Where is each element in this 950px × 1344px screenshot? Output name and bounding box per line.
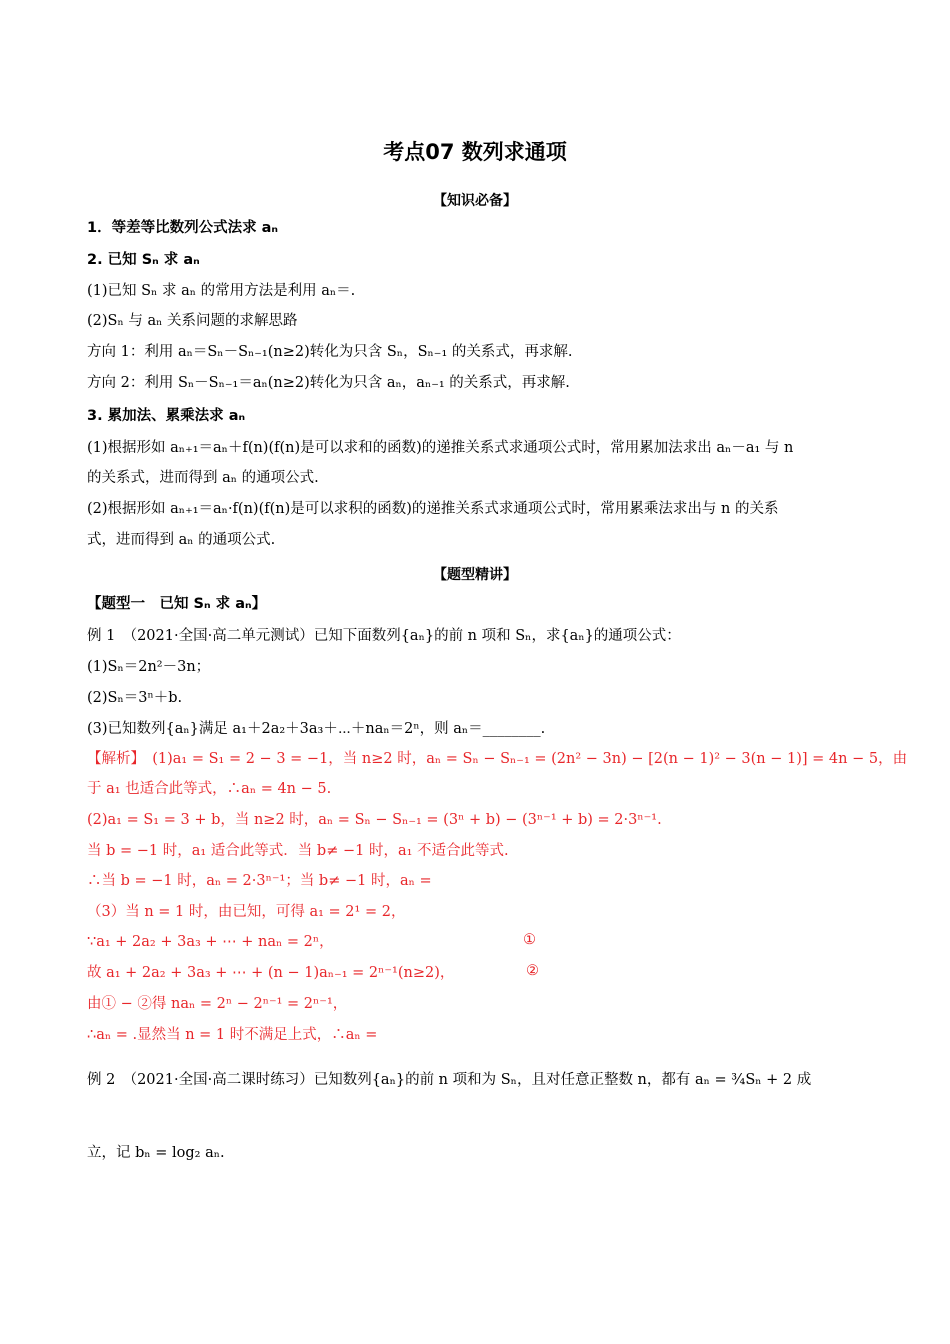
types-section-header: 【题型精讲】 bbox=[433, 567, 517, 583]
knowledge-line: (2)根据形如 aₙ₊₁＝aₙ·f(n)(f(n)是可以求积的函数)的递推关系式求通项公式时，常用累乘法求出与 n 的关系 bbox=[87, 501, 779, 517]
knowledge-section-header: 【知识必备】 bbox=[433, 193, 517, 209]
solution-line: 当 b = −1 时，a₁ 适合此等式．当 b≠ −1 时，a₁ 不适合此等式. bbox=[87, 843, 509, 859]
solution-line: ∵a₁ + 2a₂ + 3a₃ + ⋯ + naₙ = 2ⁿ， bbox=[87, 934, 334, 950]
solution-line: （3）当 n = 1 时，由已知，可得 a₁ = 2¹ = 2， bbox=[87, 904, 406, 920]
example-1-statement: 例 1 （2021·全国·高二单元测试）已知下面数列{aₙ}的前 n 项和 Sₙ，求{aₙ}的通项公式： bbox=[87, 628, 681, 644]
example-2-statement-cont: 立，记 bₙ = log₂ aₙ. bbox=[87, 1145, 225, 1161]
equation-label-2: ② bbox=[526, 963, 539, 979]
knowledge-line: 式，进而得到 aₙ 的通项公式. bbox=[87, 532, 276, 548]
solution-line: (2)a₁ = S₁ = 3 + b，当 n≥2 时，aₙ = Sₙ − Sₙ₋₁ = (3ⁿ + b) − (3ⁿ⁻¹ + b) = 2·3ⁿ⁻¹. bbox=[87, 812, 662, 828]
knowledge-item-3: 3. 累加法、累乘法求 aₙ bbox=[87, 408, 246, 424]
equation-label-1: ① bbox=[523, 932, 536, 948]
solution-line: 【解析】 (1)a₁ = S₁ = 2 − 3 = −1，当 n≥2 时，aₙ = Sₙ − Sₙ₋₁ = (2n² − 3n) − [2(n − 1)² − 3(n − 1)] = 4n − 5，由 bbox=[87, 751, 908, 767]
example-1-part-3: (3)已知数列{aₙ}满足 a₁＋2a₂＋3a₃＋⋯＋naₙ＝2ⁿ，则 aₙ＝________. bbox=[87, 721, 546, 737]
solution-line: 于 a₁ 也适合此等式，∴aₙ = 4n − 5. bbox=[87, 781, 332, 797]
type-1-header: 【题型一 已知 Sₙ 求 aₙ】 bbox=[87, 596, 267, 612]
example-1-part-2: (2)Sₙ＝3ⁿ＋b. bbox=[87, 690, 183, 706]
solution-line: ∴aₙ = .显然当 n = 1 时不满足上式，∴aₙ = bbox=[87, 1027, 378, 1043]
example-1-part-1: (1)Sₙ＝2n²－3n； bbox=[87, 659, 211, 675]
knowledge-line: 方向 1：利用 aₙ＝Sₙ－Sₙ₋₁(n≥2)转化为只含 Sₙ，Sₙ₋₁ 的关系式，再求解. bbox=[87, 344, 573, 360]
page-title: 考点07 数列求通项 bbox=[383, 140, 567, 164]
knowledge-item-1: 1．等差等比数列公式法求 aₙ bbox=[87, 220, 279, 236]
knowledge-line: 方向 2：利用 Sₙ－Sₙ₋₁＝aₙ(n≥2)转化为只含 aₙ，aₙ₋₁ 的关系式，再求解. bbox=[87, 375, 570, 391]
knowledge-line: (1)已知 Sₙ 求 aₙ 的常用方法是利用 aₙ＝. bbox=[87, 283, 356, 299]
knowledge-line: (2)Sₙ 与 aₙ 关系问题的求解思路 bbox=[87, 313, 298, 329]
knowledge-line: (1)根据形如 aₙ₊₁＝aₙ＋f(n)(f(n)是可以求和的函数)的递推关系式求通项公式时，常用累加法求出 aₙ－a₁ 与 n bbox=[87, 440, 794, 456]
solution-line: 故 a₁ + 2a₂ + 3a₃ + ⋯ + (n − 1)aₙ₋₁ = 2ⁿ⁻¹(n≥2)， bbox=[87, 965, 455, 981]
solution-line: 由① − ②得 naₙ = 2ⁿ − 2ⁿ⁻¹ = 2ⁿ⁻¹， bbox=[87, 996, 348, 1012]
example-2-statement: 例 2 （2021·全国·高二课时练习）已知数列{aₙ}的前 n 项和为 Sₙ，且对任意正整数 n，都有 aₙ = ¾Sₙ + 2 成 bbox=[87, 1072, 812, 1088]
knowledge-line: 的关系式，进而得到 aₙ 的通项公式. bbox=[87, 470, 319, 486]
solution-line: ∴当 b = −1 时，aₙ = 2·3ⁿ⁻¹；当 b≠ −1 时，aₙ = bbox=[87, 873, 432, 889]
knowledge-item-2: 2. 已知 Sₙ 求 aₙ bbox=[87, 252, 200, 268]
